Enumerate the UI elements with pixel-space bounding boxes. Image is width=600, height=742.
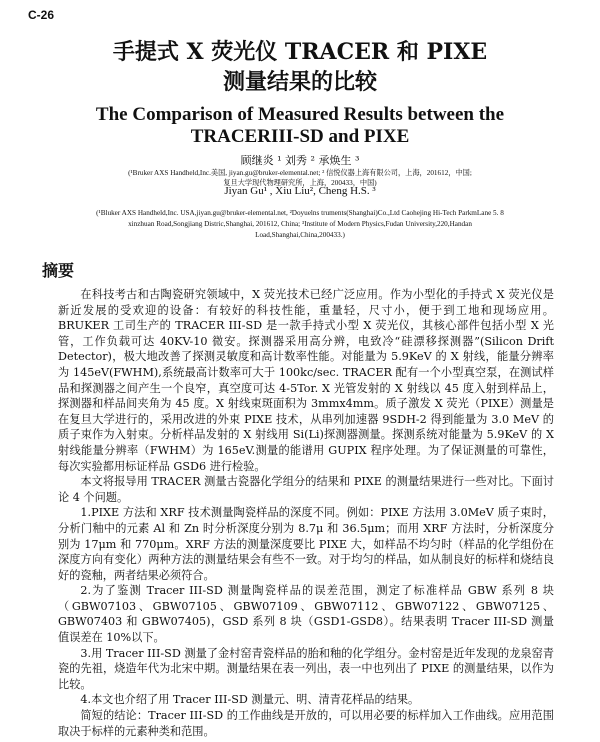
- paragraph-overview: 本文将报导用 TRACER 测量古瓷器化学组分的结果和 PIXE 的测量结果进行一些对比。下面讨论 4 个问题。: [58, 475, 554, 504]
- title-chinese-line-1: 手提式 X 荧光仪 TRACER 和 PIXE: [112, 39, 488, 65]
- paragraph-point-3: 3.用 Tracer III-SD 测量了金村窑青瓷样品的胎和釉的化学组分。金村窑是近年发现的龙泉窑青瓷的先祖，烧造年代为北宋中期。测量结果在表一列出，表一中也列出了 PIXE 的测量结果，以作为比较。: [58, 646, 554, 691]
- paragraph-point-1: 1.PIXE 方法和 XRF 技术测量陶瓷样品的深度不同。例如：PIXE 方法用 3.0MeV 质子束时，分析门釉中的元素 Al 和 Zn 时分析深度分别为 8.7μ 和 36.5μm；而用 XRF 方法时，分析深度分别为 17μm 和 770μm。XRF 方法的测量深度要比 PIXE 大，如样品不均匀时（样品的化学组份在深度方向有变化）两种方法的测量结果会有些不一致。对于均匀的样品，如从制良好的标样和烧结良好的瓷釉，两者结果必须符合。: [58, 506, 554, 582]
- authors-chinese: 顾继炎 ¹ 刘秀 ² 承焕生 ³: [240, 154, 360, 167]
- paragraph-point-4: 4.本文也介绍了用 Tracer III-SD 测量元、明、清青花样品的结果。: [80, 693, 420, 707]
- title-chinese-line-2: 测量结果的比较: [222, 69, 377, 95]
- abstract-heading: 摘要: [42, 261, 75, 280]
- authors-english: Jiyan Gu¹ , Xiu Liu², Cheng H.S. ³: [224, 185, 376, 197]
- paragraph-intro: 在科技考古和古陶瓷研究领域中，X 荧光技术已经广泛应用。作为小型化的手持式 X 荧光仪是新近发展的受欢迎的设备：有较好的科技性能，重量轻，尺寸小，便于到工地和现场应用。BRUKER 工司生产的 TRACER III-SD 是一款手持式小型 X 荧光仪，其核心部件包括小型 X 光管，工作负载可达 40KV-10 微安。探测器采用高分辨，电致冷“硅漂移探测器”(Silicon Drift Detector)，极大地改善了探测灵敏度和高计数率性能。对能量为 5.9KeV 的 X 射线，能量分辨率为 145eV(FWHM),系统最高计数率可大于 100kc/sec. TRACER 配有一个小型真空泵，在测试样品和探测器之间产生一个良窄，真空度可达 4-5Tor. X 光管发射的 X 射线以 45 度入射到样品上，探测器和样品间夹角为 45 度。X 射线束斑面积为 3mmx4mm。质子激发 X 荧光（PIXE）测量是在复旦大学进行的，采用改进的外束 PIXE 技术，从串列加速器 9SDH-2 得到能量为 3.0 MeV 的质子束作为入射束。分析样品发射的 X 射线用 Si(Li)探测器测量。探测系统对能量为 5.9KeV 的 X 射线能量分辨率（FWHM）为 165eV.测量的能谱用 GUPIX 程序处理。为了保证测量的可靠性，每次实验都用标证样品 GSD6 进行检验。: [58, 288, 554, 473]
- affiliation-chinese-line-2: 复旦大学现代物理研究所，上海，200433，中国): [223, 179, 377, 187]
- affiliation-english-line-1: (¹Bluker AXS Handheld,Inc. USA,jiyan.gu@bruker-elemental.net, ²Doyuelns truments(Shanghai)Co.,Ltd Caohejing Hi-Tech ParkmLane 5. 8: [96, 209, 504, 217]
- affiliation-chinese-line-1: (¹Bruker AXS Handheld,Inc.美国, jiyan.gu@bruker-elemental.net; ² 信悦仪器上海有限公司，上海，201612，中国;: [128, 169, 472, 177]
- paragraph-conclusion: 简短的结论：Tracer III-SD 的工作曲线是开放的，可以用必要的标样加入工作曲线。应用范围取决于标样的元素种类和范围。: [58, 709, 554, 738]
- abstract-body: [58, 287, 554, 739]
- affiliation-english-line-3: Load,Shanghai,China,200433.): [255, 231, 345, 239]
- paragraph-point-2: 2.为了鉴测 Tracer III-SD 测量陶瓷样品的误差范围，测定了标准样品 GBW 系列 8 块（GBW07103、GBW07105、GBW07109、GBW07112、GBW07122、GBW07125、GBW07403 和 GBW07405)，GSD 系列 8 块（GSD1-GSD8）。结果表明 Tracer III-SD 测量值误差在 10%以下。: [58, 584, 554, 645]
- title-english-line-2: TRACERIII-SD and PIXE: [190, 126, 410, 147]
- page-number: C-26: [28, 8, 55, 22]
- affiliation-english-line-2: xinzhuan Road,Songjiang Distric,Shanghai, 201612, China; ³Institute of Modern Physics,Fudan University,220,Handan: [128, 220, 472, 228]
- title-english-line-1: The Comparison of Measured Results between the: [95, 104, 505, 125]
